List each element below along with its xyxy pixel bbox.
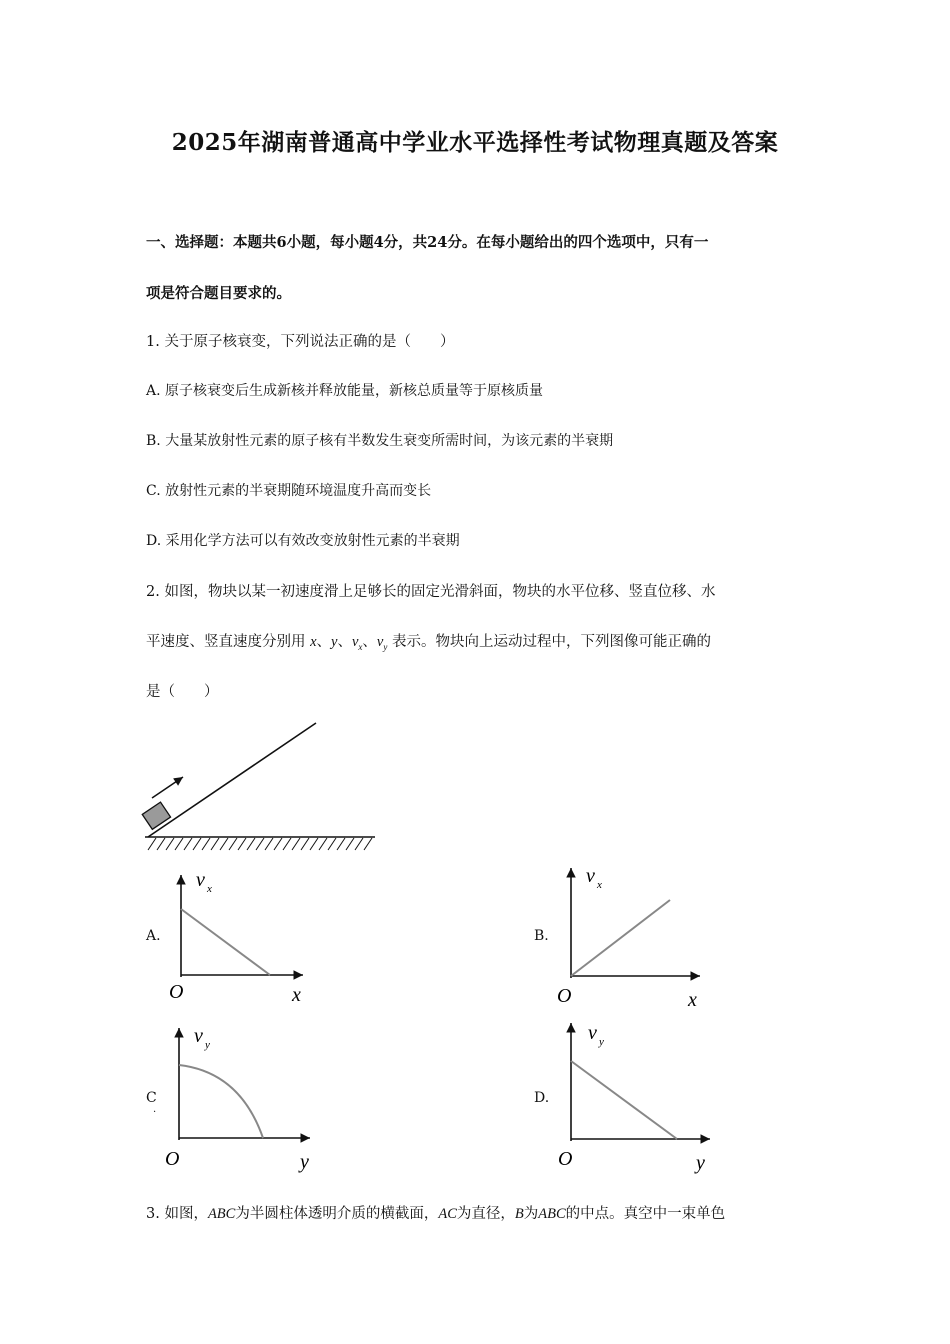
- x-axis-label: x: [688, 989, 697, 1011]
- graph-b-label: B.: [534, 928, 549, 944]
- x-axis-label: y: [696, 1152, 705, 1174]
- q1-stem: 1. 关于原子核衰变，下列说法正确的是（ ）: [146, 334, 455, 350]
- y-axis-sub: y: [599, 1036, 604, 1048]
- q3-text: 的中点。真空中一束单色: [565, 1206, 726, 1222]
- ground-hatching: [148, 838, 372, 850]
- q2-stem-line1: 2. 如图，物块以某一初速度滑上足够长的固定光滑斜面，物块的水平位移、竖直位移、水: [146, 584, 716, 600]
- origin-label: O: [169, 981, 184, 1003]
- graph-c-dot: .: [153, 1104, 157, 1115]
- graph-a-label: A.: [146, 928, 161, 944]
- q1-option-c: C. 放射性元素的半衰期随环境温度升高而变长: [146, 483, 432, 499]
- graph-c-label: C: [146, 1090, 157, 1106]
- sep: 、: [362, 634, 377, 650]
- graph-d-line: [571, 1061, 677, 1139]
- incline-line: [148, 723, 316, 837]
- var-vx: v: [351, 634, 359, 650]
- q3-var: ABC: [207, 1206, 236, 1222]
- graph-b-line: [571, 900, 670, 976]
- x-axis-label: x: [292, 984, 301, 1006]
- y-axis-label: v: [196, 869, 205, 891]
- x-axis-label: y: [300, 1151, 309, 1173]
- y-axis-label: v: [588, 1022, 597, 1044]
- q3-var: AC: [438, 1206, 457, 1222]
- y-axis-sub: x: [207, 883, 212, 895]
- q3-var: B: [514, 1206, 524, 1222]
- sep: 、: [337, 634, 352, 650]
- velocity-arrow-icon: [152, 777, 183, 798]
- incline-figure: [140, 715, 380, 855]
- var-x: x: [310, 634, 317, 650]
- y-axis-sub: x: [597, 879, 602, 891]
- q1-option-a: A. 原子核衰变后生成新核并释放能量，新核总质量等于原核质量: [146, 383, 544, 399]
- y-axis-label: v: [194, 1025, 203, 1047]
- section-heading-line2: 项是符合题目要求的。: [146, 285, 291, 302]
- q3-text: 3. 如图，: [146, 1206, 208, 1222]
- origin-label: O: [165, 1148, 180, 1170]
- graph-b: [550, 860, 720, 1015]
- graph-a-line: [181, 909, 270, 975]
- q1-option-b: B. 大量某放射性元素的原子核有半数发生衰变所需时间，为该元素的半衰期: [146, 433, 614, 449]
- q1-option-d: D. 采用化学方法可以有效改变放射性元素的半衰期: [146, 533, 460, 549]
- origin-label: O: [557, 985, 572, 1007]
- q3-text: 为半圆柱体透明介质的横截面，: [235, 1206, 439, 1222]
- q2-stem-line2: [146, 630, 711, 652]
- q2-stem-line3: 是（ ）: [146, 684, 219, 700]
- page-title: 2025年湖南普通高中学业水平选择性考试物理真题及答案: [171, 129, 779, 156]
- graph-c: [160, 1020, 330, 1175]
- section-heading-line1: 一、选择题：本题共6小题，每小题4分，共24分。在每小题给出的四个选项中，只有一: [146, 234, 709, 251]
- var-vy: v: [376, 634, 384, 650]
- q3-text: 为直径，: [456, 1206, 515, 1222]
- graph-c-curve: [179, 1065, 263, 1138]
- var-y: y: [331, 634, 338, 650]
- y-axis-sub: y: [205, 1039, 210, 1051]
- graph-d-label: D.: [534, 1090, 550, 1106]
- q3-text: 为: [523, 1206, 539, 1222]
- q2-text-b: 表示。物块向上运动过程中，下列图像可能正确的: [391, 634, 711, 650]
- q3-var: ABC: [538, 1206, 566, 1222]
- graph-a: [160, 865, 320, 1010]
- graph-d: [550, 1015, 720, 1175]
- q2-text-a: 平速度、竖直速度分别用: [146, 634, 306, 650]
- y-axis-label: v: [586, 865, 595, 887]
- sub-x: x: [358, 641, 363, 652]
- sub-y: y: [383, 641, 388, 652]
- sep: 、: [316, 634, 332, 650]
- origin-label: O: [558, 1148, 573, 1170]
- q3-stem: [146, 1202, 725, 1223]
